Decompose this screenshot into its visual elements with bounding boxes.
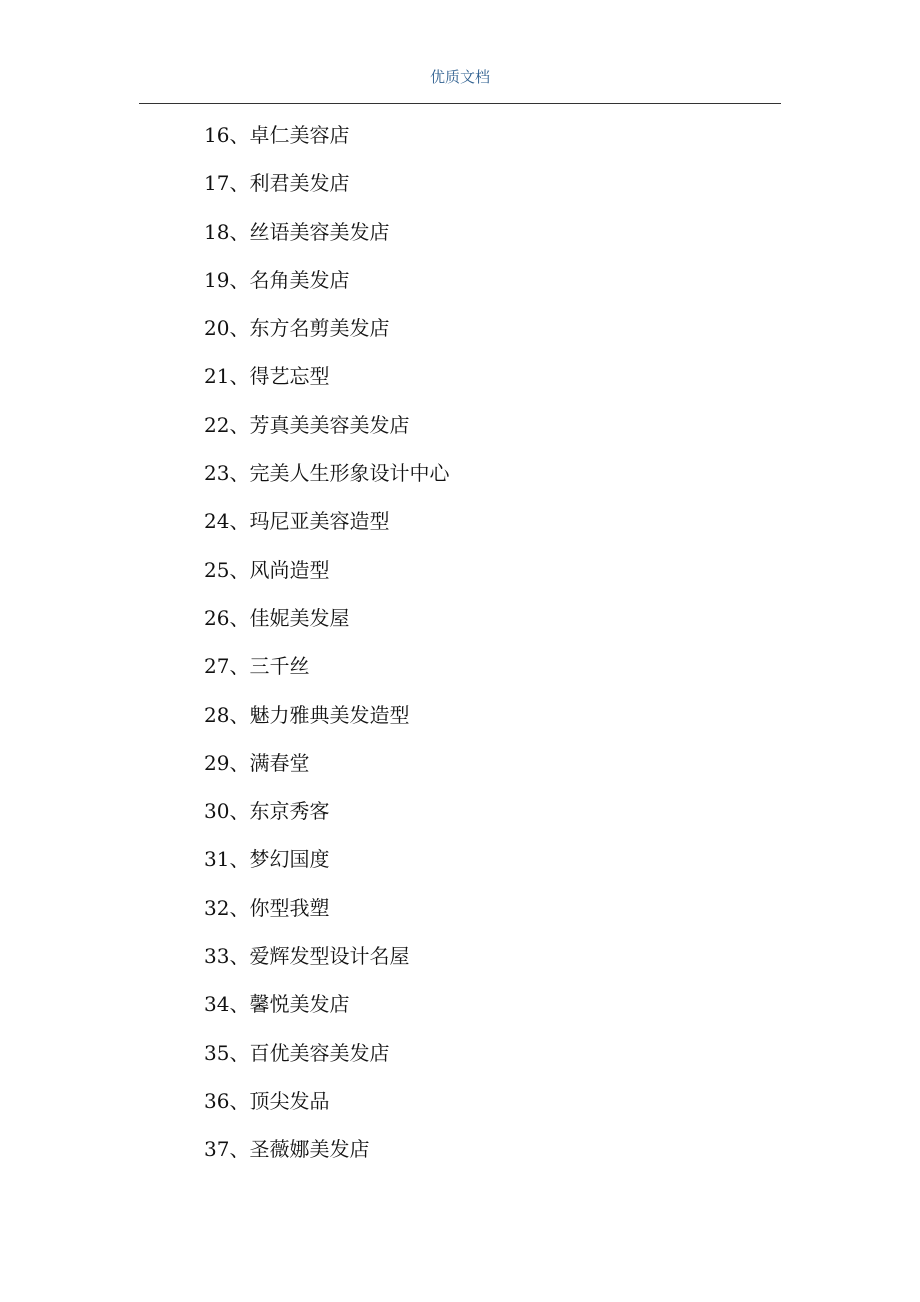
page-header-title: 优质文档 — [429, 68, 490, 86]
list-item: 17、利君美发店 — [204, 171, 350, 196]
list-item: 32、你型我塑 — [204, 895, 330, 920]
list-item: 25、风尚造型 — [204, 557, 330, 582]
list-item: 36、顶尖发品 — [204, 1088, 330, 1113]
list-item: 16、卓仁美容店 — [204, 123, 350, 147]
list-item: 33、爱辉发型设计名屋 — [204, 944, 410, 969]
list-item: 19、名角美发店 — [204, 267, 350, 292]
list-item: 30、东京秀客 — [204, 799, 330, 824]
list-item: 22、芳真美美容美发店 — [204, 412, 410, 437]
list-item: 27、三千丝 — [204, 654, 310, 679]
list-item: 28、魅力雅典美发造型 — [204, 702, 410, 727]
list-item: 35、百优美容美发店 — [204, 1040, 390, 1065]
list-item: 23、完美人生形象设计中心 — [204, 461, 450, 486]
list-item: 34、馨悦美发店 — [204, 992, 350, 1017]
list-item: 24、玛尼亚美容造型 — [204, 509, 390, 534]
list-item: 31、梦幻国度 — [204, 847, 330, 872]
list-item: 26、佳妮美发屋 — [204, 605, 350, 630]
list-item: 21、得艺忘型 — [204, 364, 330, 389]
list-item: 20、东方名剪美发店 — [204, 316, 390, 341]
list-item: 18、丝语美容美发店 — [204, 219, 390, 244]
list-item: 37、圣薇娜美发店 — [204, 1137, 370, 1162]
shop-name-list — [204, 118, 449, 1181]
list-item: 29、满春堂 — [204, 750, 310, 775]
header-divider — [139, 103, 781, 104]
